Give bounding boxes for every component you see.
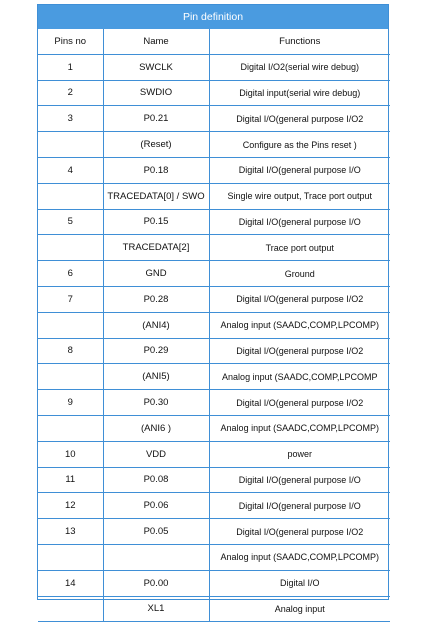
pin-number [38, 415, 103, 441]
table-row [38, 235, 390, 261]
pin-number: 12 [38, 493, 103, 519]
pin-function: Digital I/O(general purpose I/O [209, 493, 390, 519]
pin-name: SWCLK [103, 54, 209, 80]
pin-number [38, 596, 103, 622]
pin-name: (ANI6 ) [103, 415, 209, 441]
header-name: Name [103, 29, 209, 54]
table-row [38, 312, 390, 338]
pin-name: P0.08 [103, 467, 209, 493]
pin-function: Configure as the Pins reset ) [209, 132, 390, 158]
pin-number [38, 183, 103, 209]
pin-function: Digital I/O(general purpose I/O2 [209, 106, 390, 132]
table-row [38, 54, 390, 80]
table-row [38, 261, 390, 287]
pin-number: 2 [38, 80, 103, 106]
table-row [38, 106, 390, 132]
pin-definition-table [37, 4, 389, 615]
header-row [38, 29, 390, 54]
header-pins-no: Pins no [38, 29, 103, 54]
pin-name: VDD [103, 441, 209, 467]
pin-number: 4 [38, 157, 103, 183]
table-row [38, 493, 390, 519]
pin-name: (Reset) [103, 132, 209, 158]
table-row [38, 415, 390, 441]
pin-number: 14 [38, 570, 103, 596]
pin-name: P0.21 [103, 106, 209, 132]
table-row [38, 467, 390, 493]
table-row [38, 209, 390, 235]
pin-function: Single wire output, Trace port output [209, 183, 390, 209]
pin-function: Digital I/O(general purpose I/O [209, 157, 390, 183]
pin-name: P0.29 [103, 338, 209, 364]
pin-function: Digital I/O(general purpose I/O2 [209, 338, 390, 364]
pin-name: XL1 [103, 596, 209, 622]
pin-function: Digital I/O(general purpose I/O2 [209, 519, 390, 545]
pin-number: 8 [38, 338, 103, 364]
pin-function: Digital I/O(general purpose I/O [209, 209, 390, 235]
pin-name: P0.00 [103, 570, 209, 596]
pin-name: P0.28 [103, 286, 209, 312]
pin-function: Ground [209, 261, 390, 287]
table-row [38, 519, 390, 545]
table-row [38, 132, 390, 158]
pin-number [38, 364, 103, 390]
pin-name: (ANI5) [103, 364, 209, 390]
header-functions: Functions [209, 29, 390, 54]
pin-name: P0.18 [103, 157, 209, 183]
pin-number: 13 [38, 519, 103, 545]
pin-name: P0.30 [103, 390, 209, 416]
pin-number [38, 544, 103, 570]
pin-name: P0.05 [103, 519, 209, 545]
pin-function: Analog input (SAADC,COMP,LPCOMP) [209, 544, 390, 570]
table-row [38, 364, 390, 390]
pin-function: Digital I/O [209, 570, 390, 596]
table-row [38, 390, 390, 416]
pin-number [38, 312, 103, 338]
pin-table [38, 29, 390, 622]
pin-function: Digital I/O(general purpose I/O2 [209, 286, 390, 312]
pin-number: 7 [38, 286, 103, 312]
table-row [38, 441, 390, 467]
table-row [38, 183, 390, 209]
pin-number: 10 [38, 441, 103, 467]
pin-name: TRACEDATA[2] [103, 235, 209, 261]
pin-number: 3 [38, 106, 103, 132]
pin-function: Trace port output [209, 235, 390, 261]
table-row [38, 596, 390, 622]
pin-name: P0.06 [103, 493, 209, 519]
table-row [38, 157, 390, 183]
pin-function: Digital input(serial wire debug) [209, 80, 390, 106]
table-row [38, 338, 390, 364]
table-row [38, 544, 390, 570]
pin-function: Analog input (SAADC,COMP,LPCOMP) [209, 312, 390, 338]
table-title: Pin definition [38, 5, 388, 29]
table-body [38, 54, 390, 622]
table-row [38, 80, 390, 106]
pin-name [103, 544, 209, 570]
pin-function: Digital I/O(general purpose I/O [209, 467, 390, 493]
pin-number: 6 [38, 261, 103, 287]
pin-number: 11 [38, 467, 103, 493]
pin-name: GND [103, 261, 209, 287]
pin-number [38, 132, 103, 158]
pin-number: 9 [38, 390, 103, 416]
pin-function: power [209, 441, 390, 467]
table-row [38, 570, 390, 596]
pin-function: Analog input [209, 596, 390, 622]
pin-name: (ANI4) [103, 312, 209, 338]
pin-name: SWDIO [103, 80, 209, 106]
pin-function: Digital I/O(general purpose I/O2 [209, 390, 390, 416]
pin-number [38, 235, 103, 261]
pin-function: Analog input (SAADC,COMP,LPCOMP [209, 364, 390, 390]
table-row [38, 286, 390, 312]
pin-function: Digital I/O2(serial wire debug) [209, 54, 390, 80]
pin-name: TRACEDATA[0] / SWO [103, 183, 209, 209]
pin-function: Analog input (SAADC,COMP,LPCOMP) [209, 415, 390, 441]
pin-name: P0.15 [103, 209, 209, 235]
pin-number: 1 [38, 54, 103, 80]
pin-number: 5 [38, 209, 103, 235]
